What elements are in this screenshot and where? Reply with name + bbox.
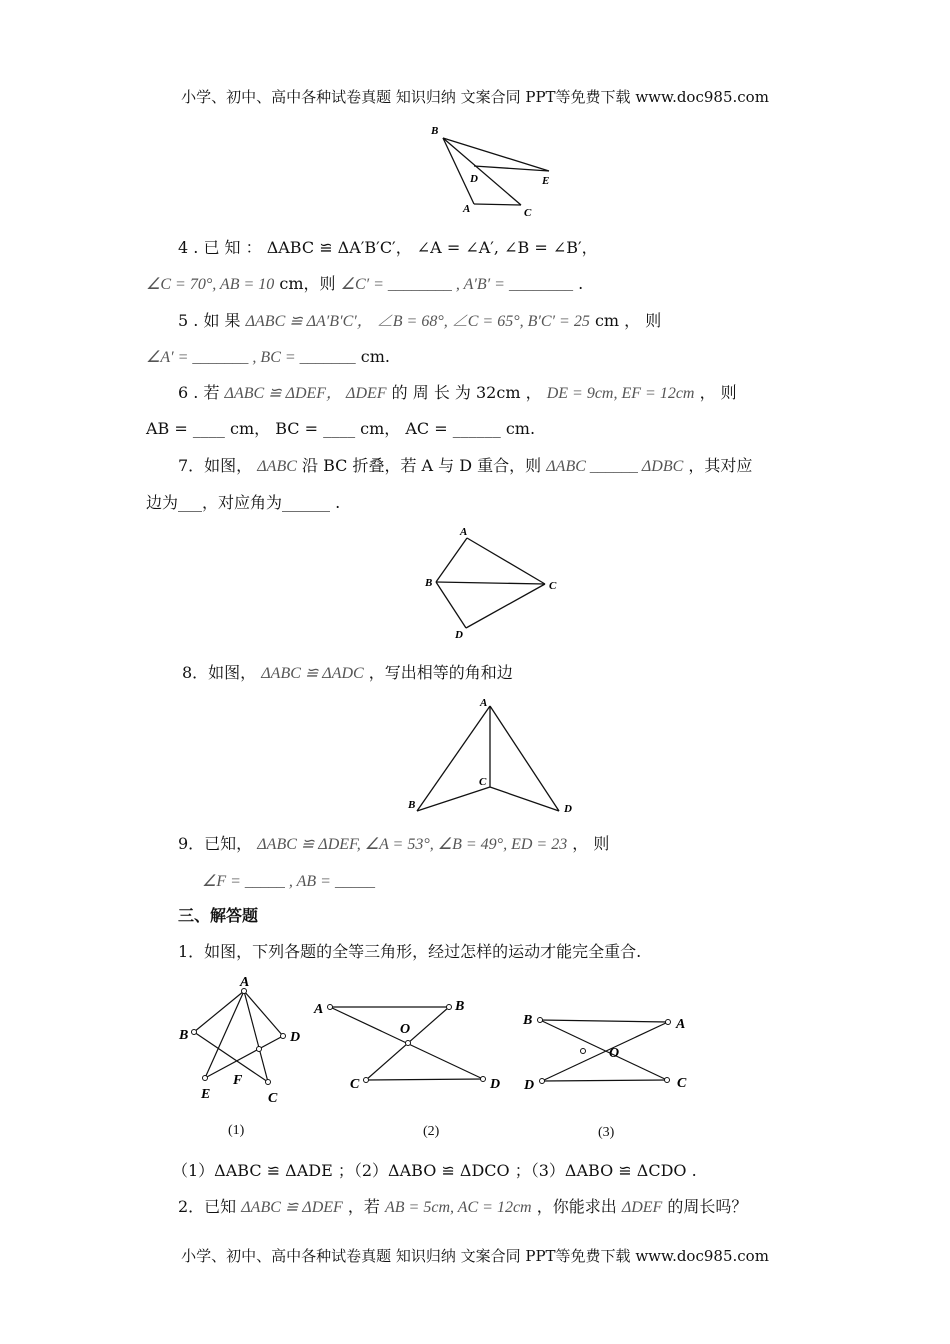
fig-q8-label-c: C <box>479 776 487 788</box>
fig-q8-label-b: B <box>408 799 416 811</box>
fig-a1-3-label-o: O <box>609 1046 620 1061</box>
q5-text-b: cm ， 则 <box>594 311 662 330</box>
a1-line1: 1．如图，下列各题的全等三角形，经过怎样的运动才能完全重合. <box>178 942 642 961</box>
fig-a1-2-label-c: C <box>350 1077 360 1092</box>
fig-a1-1-label-e: E <box>201 1087 211 1102</box>
fig-a1-3-label-b: B <box>523 1013 533 1028</box>
fig-top-label-c: C <box>524 207 532 219</box>
q8-math-1: ΔABC ≌ ΔADC <box>261 665 364 682</box>
fig-a1-caption-1: (1) <box>228 1123 245 1138</box>
fig-top-label-a: A <box>463 203 471 215</box>
q6-math-1: ΔABC ≌ ΔDEF， ΔDEF <box>224 385 387 402</box>
q5-text-a: 5 . 如 果 <box>178 311 241 330</box>
a2-math-1: ΔABC ≌ ΔDEF <box>241 1199 343 1216</box>
fig-a1-1-label-f: F <box>233 1073 243 1088</box>
a2-text-d: 的周长吗？ <box>667 1197 748 1216</box>
a2-math-2: AB = 5cm, AC = 12cm <box>385 1199 532 1216</box>
fig-q8-label-a: A <box>480 697 488 709</box>
fig-a1-3-label-c: C <box>677 1076 687 1091</box>
q4-end: . <box>578 274 584 293</box>
fig-a1-2-label-d: D <box>490 1077 501 1092</box>
q4-line1: 4 . 已 知 ： ΔABC ≌ ΔA′B′C′， ∠A = ∠A′, ∠B = ∠B′， <box>178 238 598 257</box>
fig-a1-1-label-c: C <box>268 1091 278 1106</box>
fig-q7-label-b: B <box>425 577 433 589</box>
q5-math-2: ∠A′ = _______ , BC = _______ <box>146 349 356 366</box>
fig-a1-2-label-a: A <box>314 1002 324 1017</box>
fig-top-label-b: B <box>431 125 439 137</box>
q6-math-2: DE = 9cm, EF = 12cm <box>546 385 695 402</box>
q7-text-b: 沿 BC 折叠，若 A 与 D 重合，则 <box>301 456 542 475</box>
fig-a1-3-label-a: A <box>676 1017 686 1032</box>
q5-math-1: ΔABC ≌ ΔA′B′C′， ∠B = 68°, ∠C = 65°, B′C′ = 25 <box>245 313 590 330</box>
a2-text-c: ，你能求出 <box>536 1197 617 1216</box>
a2-math-3: ΔDEF <box>621 1199 663 1216</box>
q9-math-2: ∠F = _____ , AB = _____ <box>202 873 375 890</box>
fig-a1-caption-3: (3) <box>598 1125 615 1140</box>
q7-line2: 边为___，对应角为______ . <box>146 493 341 512</box>
q9-text-a: 9．已知， <box>178 834 253 853</box>
fig-a1-3-label-d: D <box>524 1078 535 1093</box>
q4-unit: cm，则 <box>279 274 336 293</box>
fig-a1-caption-2: (2) <box>423 1124 440 1139</box>
a2-text-b: ，若 <box>347 1197 380 1216</box>
q6-text-a: 6 . 若 <box>178 383 220 402</box>
q7-math-2: ΔABC ______ ΔDBC <box>546 458 684 475</box>
q4-math-1: ∠C = 70°, AB = 10 <box>146 276 275 293</box>
fig-a1-1-label-d: D <box>290 1030 301 1045</box>
fig-q7-label-a: A <box>460 526 468 538</box>
q6-text-c: ， 则 <box>699 383 737 402</box>
fig-q7-label-c: C <box>549 580 557 592</box>
page-header: 小学、初中、高中各种试卷真题 知识归纳 文案合同 PPT等免费下载 www.doc985.com <box>181 88 769 106</box>
q4-math-2: ∠C′ = ________ , A′B′ = ________ <box>340 276 573 293</box>
q5-end: cm. <box>360 347 390 366</box>
fig-a1-2-label-b: B <box>455 999 465 1014</box>
q7-text-c: ，其对应 <box>688 456 753 475</box>
q8-text-a: 8．如图， <box>182 663 257 682</box>
q9-math-1: ΔABC ≌ ΔDEF, ∠A = 53°, ∠B = 49°, ED = 23 <box>257 836 568 853</box>
a2-line1 <box>178 1196 747 1219</box>
q6-text-b: 的 周 长 为 32cm ， <box>391 383 542 402</box>
a1-answer: （1）ΔABC ≌ ΔADE ；（2）ΔABO ≌ ΔDCO ；（3）ΔABO ≌ ΔCDO . <box>172 1161 697 1180</box>
fig-a1-1-label-a: A <box>240 975 250 990</box>
fig-a1-1-label-b: B <box>179 1028 189 1043</box>
q8-text-b: ，写出相等的角和边 <box>368 663 513 682</box>
q7-text-a: 7．如图， <box>178 456 253 475</box>
q9-text-b: ， 则 <box>572 834 610 853</box>
fig-a1-2-label-o: O <box>400 1022 411 1037</box>
section-3-title: 三、解答题 <box>178 906 259 925</box>
a2-text-a: 2．已知 <box>178 1197 237 1216</box>
fig-q8-label-d: D <box>564 803 572 815</box>
page-footer: 小学、初中、高中各种试卷真题 知识归纳 文案合同 PPT等免费下载 www.doc985.com <box>181 1247 769 1265</box>
fig-q7-label-d: D <box>455 629 463 641</box>
q7-math-1: ΔABC <box>257 458 297 475</box>
fig-top-label-d: D <box>470 173 478 185</box>
q6-line2: AB = ____ cm， BC = ____ cm， AC = ______ cm. <box>146 419 536 438</box>
fig-top-label-e: E <box>542 175 550 187</box>
